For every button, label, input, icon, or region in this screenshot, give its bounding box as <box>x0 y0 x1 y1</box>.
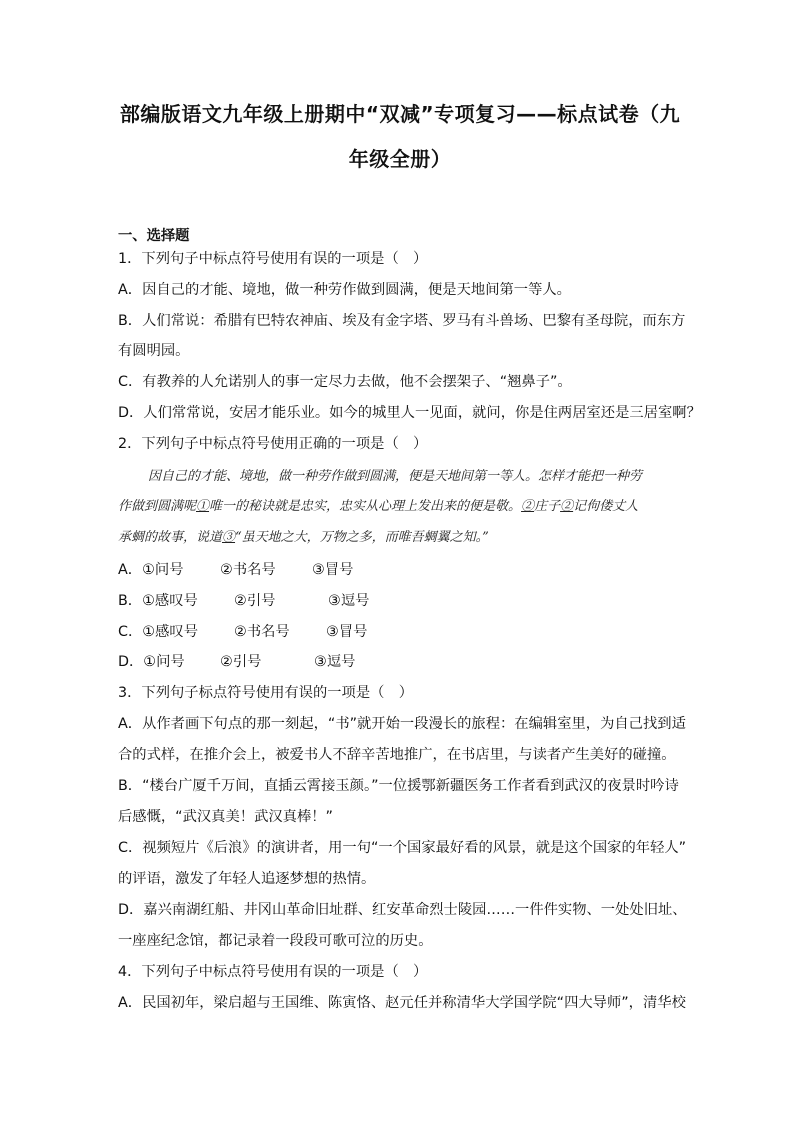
document-title-line-1: 部编版语文九年级上册期中“双减”专项复习——标点试卷（九 <box>119 102 681 126</box>
option-part: ②引号 <box>234 593 276 609</box>
option-part: ③逗号 <box>328 593 370 609</box>
option-part: A．①问号 <box>118 562 184 578</box>
blank-marker-3: ③ <box>222 530 236 545</box>
q3-option-b-line-1: B．“楼台广厦千万间，直插云霄接玉颜。”一位援鄂新疆医务工作者看到武汉的夜景时吟诗 <box>118 778 679 794</box>
option-part: C．①感叹号 <box>118 624 198 640</box>
q3-option-c-line-1: C．视频短片《后浪》的演讲者，用一句“一个国家最好看的风景，就是这个国家的年轻人” <box>118 840 687 856</box>
q3-stem: 3．下列句子标点符号使用有误的一项是（ ） <box>118 685 414 701</box>
q3-option-a-line-1: A．从作者画下句点的那一刻起，“书”就开始一段漫长的旅程：在编辑室里，为自己找到适 <box>118 716 686 732</box>
q4-option-a-line-1: A．民国初年，梁启超与王国维、陈寅恪、赵元任并称清华大学国学院“四大导师”，清华校 <box>118 995 686 1011</box>
q2-passage-line-1: 因自己的才能、境地，做一种劳作做到圆满，便是天地间第一等人。怎样才能把一种劳 <box>148 469 643 484</box>
passage-text: 庄子 <box>534 499 561 514</box>
option-part: B．①感叹号 <box>118 593 198 609</box>
document-title-line-2: 年级全册） <box>348 147 452 171</box>
q3-option-a-line-2: 合的式样，在推介会上，被爱书人不辞辛苦地推广，在书店里，与读者产生美好的碰撞。 <box>118 747 676 763</box>
option-part: ③冒号 <box>326 624 368 640</box>
q1-option-b-line-1: B．人们常说：希腊有巴特农神庙、埃及有金字塔、罗马有斗兽场、巴黎有圣母院，而东方 <box>118 313 686 329</box>
q1-option-b-line-2: 有圆明园。 <box>118 343 190 359</box>
option-part: ②书名号 <box>220 562 276 578</box>
option-part: ③冒号 <box>312 562 354 578</box>
q2-option-d <box>118 652 684 672</box>
section-heading: 一、选择题 <box>118 228 190 244</box>
option-part: ②引号 <box>220 654 262 670</box>
q3-option-c-line-2: 的评语，激发了年轻人追逐梦想的热情。 <box>118 871 376 887</box>
q3-option-b-line-2: 后感慨，“武汉真美！武汉真棒！” <box>118 809 333 825</box>
blank-marker-2: ② <box>521 499 535 514</box>
q3-option-d-line-2: 一座座纪念馆，都记录着一段段可歌可泣的历史。 <box>118 933 433 949</box>
blank-marker-1: ① <box>196 499 210 514</box>
q1-option-a: A．因自己的才能、境地，做一种劳作做到圆满，便是天地间第一等人。 <box>118 282 571 298</box>
passage-text: “虽天地之大，万物之多，而唯吾蜩翼之知。” <box>235 530 489 545</box>
q1-option-d: D．人们常常说，安居才能乐业。如今的城里人一见面，就问，你是住两居室还是三居室啊？ <box>118 405 701 421</box>
q1-option-c: C．有教养的人允诺别人的事一定尽力去做，他不会摆架子、“翘鼻子”。 <box>118 374 572 390</box>
q2-option-c <box>118 622 684 642</box>
option-part: D．①问号 <box>118 654 185 670</box>
q4-stem: 4．下列句子中标点符号使用有误的一项是（ ） <box>118 964 428 980</box>
blank-marker-2b: ② <box>560 499 574 514</box>
q1-stem: 1．下列句子中标点符号使用有误的一项是（ ） <box>118 251 428 267</box>
passage-text: 承蜩的故事，说道 <box>118 530 223 545</box>
passage-text: 记佝偻丈人 <box>573 499 639 514</box>
q2-passage-line-3 <box>118 528 684 548</box>
q3-option-d-line-1: D．嘉兴南湖红船、井冈山革命旧址群、红安革命烈士陵园……一件件实物、一处处旧址、 <box>118 902 687 918</box>
q2-option-a <box>118 560 684 580</box>
option-part: ③逗号 <box>314 654 356 670</box>
passage-text: 唯一的秘诀就是忠实，忠实从心理上发出来的便是敬。 <box>209 499 522 514</box>
q2-stem: 2．下列句子中标点符号使用正确的一项是（ ） <box>118 436 428 452</box>
passage-text: 作做到圆满呢 <box>118 499 197 514</box>
option-part: ②书名号 <box>234 624 290 640</box>
q2-option-b <box>118 591 684 611</box>
q2-passage-line-2 <box>118 497 684 517</box>
